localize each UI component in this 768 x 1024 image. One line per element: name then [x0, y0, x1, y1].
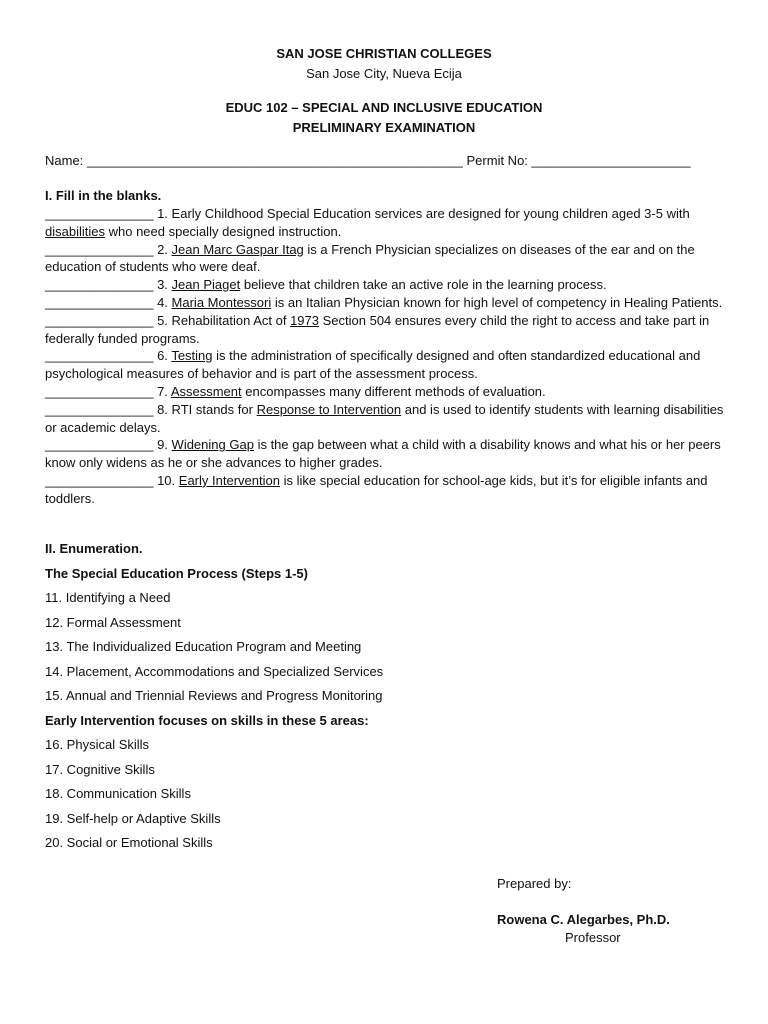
- document-header: [0, 44, 768, 138]
- item-text: believe that children take an active role in the learning process.: [243, 277, 607, 293]
- item-number: 10.: [157, 472, 176, 488]
- item-text: RTI stands for: [171, 401, 253, 417]
- answer-blank[interactable]: _______________: [45, 437, 154, 453]
- answer-blank[interactable]: _______________: [45, 472, 154, 488]
- list-item: 18. Communication Skills: [45, 786, 191, 801]
- item-number: 2.: [157, 241, 168, 257]
- item-answer: Assessment: [170, 383, 242, 399]
- prepared-by-label: Prepared by:: [497, 876, 572, 891]
- item-text: and is used to identify students with learning disabilities or academic delays.: [45, 401, 724, 435]
- item-answer: Maria Montessori: [171, 294, 272, 310]
- blank-item-5: [45, 312, 735, 348]
- item-answer: disabilities: [45, 223, 105, 239]
- exam-title: PRELIMINARY EXAMINATION: [292, 120, 476, 135]
- item-text: is the gap between what a child with a disability knows and what his or her peers know only widens as he or she advances to higher grades.: [45, 437, 721, 471]
- list-item: 20. Social or Emotional Skills: [45, 835, 213, 850]
- item-number: 5.: [157, 312, 168, 328]
- item-number: 6.: [157, 348, 168, 364]
- list-item: 12. Formal Assessment: [45, 614, 181, 630]
- item-number: 3.: [157, 277, 168, 293]
- answer-blank[interactable]: _______________: [45, 383, 154, 399]
- header-spacer: [0, 84, 768, 98]
- enumeration-subtitle-process: The Special Education Process (Steps 1-5): [45, 565, 308, 581]
- item-answer: Early Intervention: [178, 472, 280, 488]
- list-item: 16. Physical Skills: [45, 737, 150, 752]
- list-item: 11. Identifying a Need: [45, 590, 171, 605]
- item-text: Rehabilitation Act of: [171, 312, 287, 328]
- answer-blank[interactable]: _______________: [45, 277, 154, 293]
- blank-item-1: [45, 205, 735, 241]
- permit-label: Permit No:: [466, 153, 528, 168]
- list-item: 15. Annual and Triennial Reviews and Progress Monitoring: [45, 688, 383, 703]
- permit-field[interactable]: ______________________: [531, 153, 691, 168]
- item-number: 1.: [157, 206, 168, 221]
- answer-blank[interactable]: _______________: [45, 294, 154, 310]
- item-answer: 1973: [290, 312, 319, 328]
- item-answer: Widening Gap: [171, 437, 254, 453]
- signature-block: [497, 911, 697, 947]
- answer-blank[interactable]: _______________: [45, 206, 154, 221]
- name-permit-line: [45, 152, 735, 170]
- item-text: is the administration of specifically designed and often standardized educational and psychological measures of behavior and is part of the assessment process.: [45, 348, 701, 382]
- answer-blank[interactable]: _______________: [45, 312, 154, 328]
- item-text: encompasses many different methods of evaluation.: [245, 383, 546, 399]
- blank-item-10: [45, 472, 735, 508]
- course-title: EDUC 102 – SPECIAL AND INCLUSIVE EDUCATION: [225, 100, 543, 115]
- blank-item-2: [45, 241, 735, 277]
- preparer-name: Rowena C. Alegarbes, Ph.D.: [497, 912, 670, 927]
- list-item: 19. Self-help or Adaptive Skills: [45, 810, 221, 826]
- item-text: is an Italian Physician known for high level of competency in Healing Patients.: [274, 294, 723, 310]
- enumeration-section: [45, 537, 735, 856]
- list-item: 13. The Individualized Education Program and Meeting: [45, 639, 362, 654]
- item-answer: Jean Marc Gaspar Itag: [171, 241, 304, 257]
- item-number: 9.: [157, 437, 168, 453]
- blank-item-3: [45, 276, 735, 294]
- enumeration-title: II. Enumeration.: [45, 541, 143, 556]
- blank-item-7: [45, 383, 735, 401]
- blank-item-8: [45, 401, 735, 437]
- item-answer: Jean Piaget: [171, 277, 241, 293]
- answer-blank[interactable]: _______________: [45, 348, 154, 364]
- answer-blank[interactable]: _______________: [45, 241, 154, 257]
- item-text: Section 504 ensures every child the right to access and take part in federally funded programs.: [45, 312, 710, 346]
- blank-item-4: [45, 294, 735, 312]
- item-number: 8.: [157, 401, 168, 417]
- blank-item-6: [45, 347, 735, 383]
- answer-blank[interactable]: _______________: [45, 401, 154, 417]
- item-text: is like special education for school-age kids, but it’s for eligible infants and toddlers.: [45, 472, 708, 506]
- enumeration-subtitle-areas: Early Intervention focuses on skills in these 5 areas:: [45, 712, 369, 728]
- item-number: 4.: [157, 294, 168, 310]
- preparer-role: Professor: [565, 930, 621, 945]
- list-item: 14. Placement, Accommodations and Specialized Services: [45, 663, 384, 679]
- item-number: 7.: [157, 383, 168, 399]
- fill-blanks-section: [45, 187, 735, 508]
- item-text: is a French Physician specializes on diseases of the ear and on the education of students who were deaf.: [45, 241, 695, 275]
- name-label: Name:: [45, 153, 84, 168]
- school-location: San Jose City, Nueva Ecija: [306, 66, 462, 81]
- fill-blanks-title: I. Fill in the blanks.: [45, 188, 162, 203]
- blank-item-9: [45, 436, 735, 472]
- item-answer: Response to Intervention: [256, 401, 402, 417]
- item-text: who need specially designed instruction.: [108, 223, 342, 239]
- name-field[interactable]: ____________________________________________________: [86, 153, 463, 168]
- school-name: SAN JOSE CHRISTIAN COLLEGES: [276, 46, 492, 61]
- item-answer: Testing: [171, 348, 213, 364]
- item-text: Early Childhood Special Education services are designed for young children aged 3-5 with: [171, 206, 690, 221]
- list-item: 17. Cognitive Skills: [45, 761, 155, 777]
